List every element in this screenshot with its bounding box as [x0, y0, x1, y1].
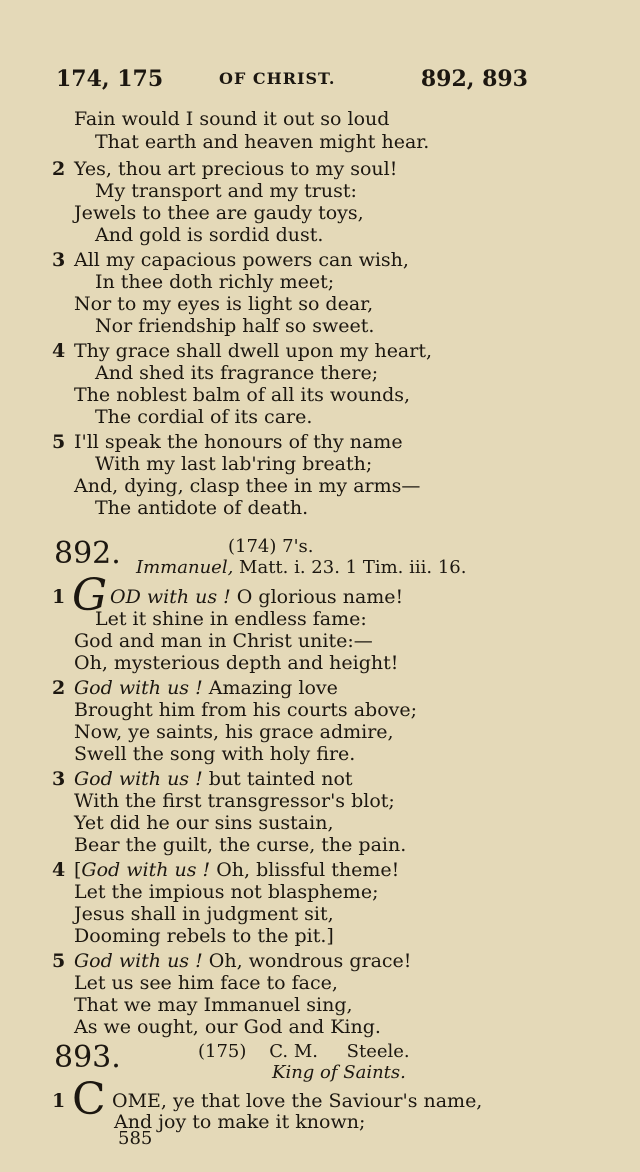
- hymn-scripture-ref: [136, 557, 466, 578]
- verse-line: I'll speak the honours of thy name: [74, 431, 403, 453]
- bracket: [: [74, 859, 82, 881]
- verse-line: Thy grace shall dwell upon my heart,: [74, 340, 433, 362]
- verse-line: That we may Immanuel sing,: [74, 994, 353, 1016]
- verse-line: Brought him from his courts above;: [74, 699, 418, 721]
- hymn-title: King of Saints.: [272, 1062, 406, 1083]
- verse-text: Oh, blissful theme!: [216, 859, 400, 881]
- stanza-number: 1: [52, 586, 66, 608]
- page-number: 585: [118, 1128, 153, 1149]
- header-number-range: 892, 893: [420, 66, 528, 92]
- verse-line: Jewels to thee are gaudy toys,: [74, 202, 364, 224]
- verse-line: Now, ye saints, his grace admire,: [74, 721, 394, 743]
- verse-line: God and man in Christ unite:—: [74, 630, 373, 652]
- verse-line: The antidote of death.: [95, 497, 309, 519]
- verse-line: [110, 586, 403, 608]
- stanza-number: 3: [52, 768, 66, 790]
- verse-line: My transport and my trust:: [95, 180, 357, 202]
- running-header: [56, 66, 528, 96]
- verse-line: Yet did he our sins sustain,: [74, 812, 334, 834]
- stanza-number: 5: [52, 950, 66, 972]
- verse-line: The noblest balm of all its wounds,: [74, 384, 411, 406]
- header-hymn-range: 174, 175: [56, 66, 164, 92]
- stanza-number: 2: [52, 677, 66, 699]
- stanza-number: 1: [52, 1090, 66, 1112]
- stanza-number: 5: [52, 431, 66, 453]
- hymn-subject: Immanuel,: [136, 557, 234, 578]
- verse-line: And joy to make it known;: [114, 1111, 366, 1133]
- verse-line: And gold is sordid dust.: [95, 224, 324, 246]
- stanza-number: 4: [52, 340, 66, 362]
- verse-line: Yes, thou art precious to my soul!: [74, 158, 398, 180]
- verse-emphasis: God with us !: [81, 859, 211, 881]
- verse-emphasis: God with us !: [74, 677, 203, 699]
- verse-line: All my capacious powers can wish,: [74, 249, 409, 271]
- verse-line: [74, 859, 399, 881]
- verse-line: OME, ye that love the Saviour's name,: [112, 1090, 483, 1112]
- verse-line: With my last lab'ring breath;: [95, 453, 373, 475]
- verse-line: Fain would I sound it out so loud: [74, 108, 390, 130]
- drop-cap: G: [72, 570, 108, 621]
- header-section-title: OF CHRIST.: [219, 69, 336, 88]
- verse-line: Bear the guilt, the curse, the pain.: [74, 834, 407, 856]
- verse-text: Amazing love: [208, 677, 338, 699]
- hymn-number: 892.: [54, 536, 121, 571]
- scripture-citation: Matt. i. 23. 1 Tim. iii. 16.: [239, 557, 467, 578]
- verse-line: The cordial of its care.: [95, 406, 313, 428]
- drop-cap: C: [72, 1074, 106, 1125]
- verse-line: And shed its fragrance there;: [95, 362, 379, 384]
- stanza-number: 3: [52, 249, 66, 271]
- verse-line: Nor friendship half so sweet.: [95, 315, 375, 337]
- verse-emphasis: God with us !: [74, 768, 203, 790]
- verse-line: That earth and heaven might hear.: [95, 131, 430, 153]
- verse-line: Oh, mysterious depth and height!: [74, 652, 399, 674]
- stanza-number: 2: [52, 158, 66, 180]
- verse-line: As we ought, our God and King.: [74, 1016, 381, 1038]
- verse-line: Nor to my eyes is light so dear,: [74, 293, 374, 315]
- verse-line: [74, 768, 353, 790]
- stanza-number: 4: [52, 859, 66, 881]
- hymn-number: 893.: [54, 1040, 121, 1075]
- verse-line: [74, 950, 411, 972]
- verse-emphasis: God with us !: [74, 950, 203, 972]
- verse-text: Oh, wondrous grace!: [208, 950, 412, 972]
- hymn-meter: (175) C. M. Steele.: [198, 1041, 410, 1062]
- verse-line: Let us see him face to face,: [74, 972, 338, 994]
- verse-line: [74, 677, 338, 699]
- verse-line: Swell the song with holy fire.: [74, 743, 356, 765]
- verse-line: Jesus shall in judgment sit,: [74, 903, 334, 925]
- verse-emphasis: OD with us !: [110, 586, 231, 608]
- verse-text: O glorious name!: [230, 586, 404, 608]
- verse-line: And, dying, clasp thee in my arms—: [74, 475, 421, 497]
- hymn-meter: (174) 7's.: [228, 536, 314, 557]
- verse-line: With the first transgressor's blot;: [74, 790, 395, 812]
- verse-line: In thee doth richly meet;: [95, 271, 335, 293]
- verse-line: Let it shine in endless fame:: [95, 608, 367, 630]
- verse-text: but tainted not: [208, 768, 353, 790]
- verse-line: Dooming rebels to the pit.]: [74, 925, 334, 947]
- verse-line: Let the impious not blaspheme;: [74, 881, 379, 903]
